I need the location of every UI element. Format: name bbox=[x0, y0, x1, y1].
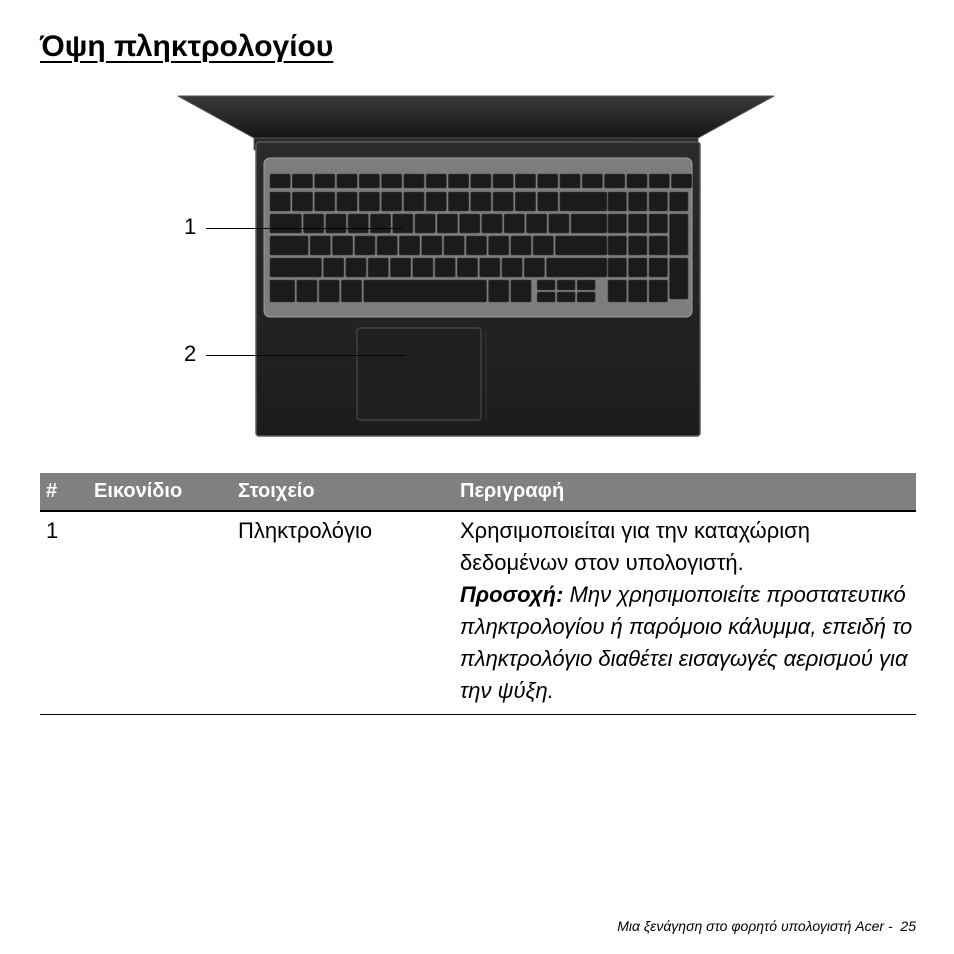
header-item: Στοιχείο bbox=[232, 473, 454, 511]
keyboard-key bbox=[457, 258, 477, 277]
laptop-keyboard-figure bbox=[176, 94, 776, 439]
keyboard-key bbox=[270, 236, 308, 255]
keyboard-key bbox=[404, 174, 424, 188]
keyboard-key bbox=[471, 174, 491, 188]
keyboard-key bbox=[382, 174, 402, 188]
keyboard-key bbox=[364, 280, 487, 302]
header-number: # bbox=[40, 473, 88, 511]
keyboard-key bbox=[537, 292, 555, 302]
keyboard-key bbox=[270, 280, 295, 302]
keyboard-key bbox=[493, 192, 513, 211]
keyboard-key bbox=[670, 258, 689, 299]
keyboard-key bbox=[370, 214, 390, 233]
keyboard-key bbox=[515, 174, 535, 188]
keyboard-key bbox=[649, 258, 668, 277]
keyboard-key bbox=[337, 174, 357, 188]
keyboard-key bbox=[526, 214, 546, 233]
keyboard-key bbox=[557, 280, 575, 290]
keyboard-key bbox=[489, 280, 509, 302]
callout-line-keyboard bbox=[206, 228, 402, 229]
keyboard-key bbox=[649, 174, 669, 188]
keyboard-key bbox=[555, 236, 607, 255]
keyboard-key bbox=[493, 174, 513, 188]
keyboard-key bbox=[502, 258, 522, 277]
keyboard-key bbox=[341, 280, 361, 302]
keyboard-key bbox=[577, 292, 595, 302]
callout-number-touchpad: 2 bbox=[184, 341, 197, 366]
keyboard-key bbox=[359, 192, 379, 211]
keyboard-key bbox=[533, 236, 553, 255]
keyboard-key bbox=[560, 192, 607, 211]
keyboard-key bbox=[649, 236, 668, 255]
keyboard-key bbox=[627, 174, 647, 188]
keyboard-key bbox=[415, 214, 435, 233]
keyboard-key bbox=[382, 192, 402, 211]
row-item: Πληκτρολόγιο bbox=[232, 511, 454, 715]
keyboard-key bbox=[629, 280, 648, 302]
table-header-row bbox=[40, 473, 916, 511]
keyboard-key bbox=[348, 214, 368, 233]
keyboard-key bbox=[368, 258, 388, 277]
keyboard-key bbox=[538, 174, 558, 188]
keyboard-key bbox=[270, 214, 301, 233]
keyboard-key bbox=[355, 236, 375, 255]
keyboard-key bbox=[515, 192, 535, 211]
keyboard-key bbox=[577, 280, 595, 290]
keyboard-key bbox=[504, 214, 524, 233]
keyboard-key bbox=[511, 236, 531, 255]
keyboard-key bbox=[480, 258, 500, 277]
header-description: Περιγραφή bbox=[454, 473, 916, 511]
keyboard-key bbox=[444, 236, 464, 255]
keyboard-key bbox=[422, 236, 442, 255]
caution-text: Μην χρησιμοποιείτε προστατευτικό πληκτρολογίου ή παρόμοιο κάλυμμα, επειδή το πληκτρολόγιο διαθέτει εισαγωγές αερισμού για την ψύξη. bbox=[460, 582, 913, 703]
keyboard-key bbox=[413, 258, 433, 277]
row-description: Χρησιμοποιείται για την καταχώριση δεδομένων στον υπολογιστή. bbox=[460, 518, 810, 575]
keyboard-key bbox=[315, 174, 335, 188]
keyboard-key bbox=[471, 192, 491, 211]
keyboard-key bbox=[608, 192, 627, 211]
keyboard-key bbox=[582, 174, 602, 188]
keyboard-key bbox=[670, 214, 689, 255]
keyboard-key bbox=[608, 214, 627, 233]
callout-line-touchpad bbox=[206, 355, 404, 356]
keyboard-key bbox=[326, 214, 346, 233]
keyboard-key bbox=[292, 174, 312, 188]
keyboard-key bbox=[324, 258, 344, 277]
page-number: 25 bbox=[900, 918, 916, 934]
keyboard-key bbox=[670, 192, 689, 211]
keyboard-key bbox=[538, 192, 558, 211]
keyboard-key bbox=[557, 292, 575, 302]
keyboard-key bbox=[571, 214, 607, 233]
keyboard-key bbox=[448, 174, 468, 188]
keyboard-key bbox=[377, 236, 397, 255]
keyboard-key bbox=[608, 280, 627, 302]
keyboard-key bbox=[629, 192, 648, 211]
header-icon: Εικονίδιο bbox=[88, 473, 232, 511]
keyboard-key bbox=[404, 192, 424, 211]
keyboard-key bbox=[437, 214, 457, 233]
keyboard-key bbox=[448, 192, 468, 211]
keyboard-key bbox=[649, 280, 668, 302]
page-title: Όψη πληκτρολογίου bbox=[40, 30, 334, 63]
keyboard-key bbox=[390, 258, 410, 277]
row-number: 1 bbox=[40, 511, 88, 715]
keyboard-key bbox=[337, 192, 357, 211]
keyboard-spec-table bbox=[40, 473, 916, 715]
keyboard-key bbox=[671, 174, 691, 188]
keyboard-key bbox=[346, 258, 366, 277]
keyboard-key bbox=[649, 214, 668, 233]
row-icon bbox=[88, 511, 232, 715]
row-description-cell bbox=[454, 511, 916, 715]
keyboard-key bbox=[629, 258, 648, 277]
keyboard-key bbox=[547, 258, 607, 277]
keyboard-key bbox=[426, 174, 446, 188]
keyboard-key bbox=[435, 258, 455, 277]
keyboard-key bbox=[489, 236, 509, 255]
keyboard-key bbox=[303, 214, 323, 233]
page-footer bbox=[617, 918, 916, 934]
keyboard-key bbox=[466, 236, 486, 255]
keyboard-key bbox=[270, 174, 290, 188]
footer-text: Μια ξενάγηση στο φορητό υπολογιστή Acer - bbox=[617, 918, 893, 934]
callout-number-keyboard: 1 bbox=[184, 214, 197, 239]
keyboard-key bbox=[549, 214, 569, 233]
keyboard-key bbox=[270, 192, 290, 211]
table-row bbox=[40, 511, 916, 715]
keyboard-key bbox=[608, 258, 627, 277]
keyboard-key bbox=[319, 280, 339, 302]
keyboard-key bbox=[460, 214, 480, 233]
laptop-illustration bbox=[176, 94, 776, 439]
keyboard-key bbox=[629, 214, 648, 233]
keyboard-key bbox=[359, 174, 379, 188]
keyboard-key bbox=[310, 236, 330, 255]
keyboard-key bbox=[524, 258, 544, 277]
keyboard-key bbox=[560, 174, 580, 188]
keyboard-key bbox=[482, 214, 502, 233]
keyboard-key bbox=[629, 236, 648, 255]
keyboard-key bbox=[297, 280, 317, 302]
keyboard-key bbox=[426, 192, 446, 211]
keyboard-key bbox=[315, 192, 335, 211]
keyboard-key bbox=[399, 236, 419, 255]
keyboard-key bbox=[292, 192, 312, 211]
keyboard-key bbox=[393, 214, 413, 233]
keyboard-key bbox=[608, 236, 627, 255]
keyboard-key bbox=[537, 280, 555, 290]
caution-label: Προσοχή: bbox=[460, 582, 564, 607]
keyboard-key bbox=[332, 236, 352, 255]
keyboard-key bbox=[649, 192, 668, 211]
keyboard-key bbox=[511, 280, 531, 302]
keyboard-key bbox=[270, 258, 322, 277]
keyboard-key bbox=[605, 174, 625, 188]
